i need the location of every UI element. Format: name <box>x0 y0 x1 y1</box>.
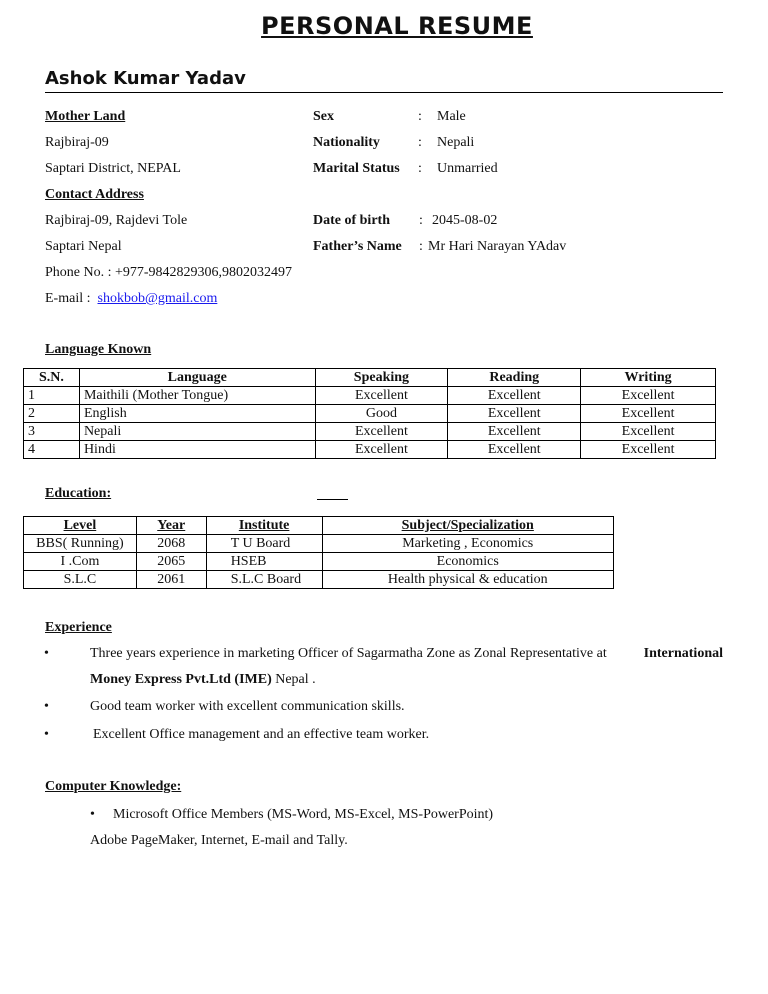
sex-label: Sex <box>313 109 334 124</box>
cell-reading: Excellent <box>448 423 581 441</box>
cell-speaking: Good <box>315 405 448 423</box>
cell-subject: Health physical & education <box>322 571 614 589</box>
cell-speaking: Excellent <box>315 423 448 441</box>
cell-reading: Excellent <box>448 387 581 405</box>
language-table <box>23 368 716 459</box>
marital-status-label: Marital Status <box>313 161 400 176</box>
cell-writing: Excellent <box>581 387 716 405</box>
cell-sn: 3 <box>24 423 80 441</box>
experience-item-1-company-part1: International <box>643 646 723 661</box>
nationality-colon: : <box>418 135 422 150</box>
cell-year: 2068 <box>136 535 206 553</box>
col-header-year: Year <box>136 517 206 535</box>
dob-value: 2045-08-02 <box>432 213 498 228</box>
page-title: PERSONAL RESUME <box>261 12 533 40</box>
experience-item-1-company-part2: Money Express Pvt.Ltd (IME) <box>90 672 272 687</box>
experience-item-3: Excellent Office management and an effective team worker. <box>93 727 430 742</box>
contact-line2: Saptari Nepal <box>45 239 122 254</box>
col-header-institute: Institute <box>206 517 322 535</box>
table-row <box>24 535 614 553</box>
table-row <box>24 423 716 441</box>
nationality-value: Nepali <box>437 135 475 150</box>
mother-land-line1: Rajbiraj-09 <box>45 135 109 150</box>
email-row <box>45 291 217 307</box>
table-row <box>24 553 614 571</box>
experience-heading: Experience <box>45 620 112 635</box>
computer-item-1: Microsoft Office Members (MS-Word, MS-Excel, MS-PowerPoint) <box>113 807 494 822</box>
father-name-value: Mr Hari Narayan YAdav <box>428 239 567 254</box>
sex-colon: : <box>418 109 422 124</box>
education-table <box>23 516 614 589</box>
marital-status-value: Unmarried <box>437 161 498 176</box>
col-header-level: Level <box>24 517 137 535</box>
cell-sn: 4 <box>24 441 80 459</box>
bullet-icon: • <box>44 699 49 714</box>
language-heading: Language Known <box>45 342 152 357</box>
cell-reading: Excellent <box>448 405 581 423</box>
experience-item-1-tail: Nepal . <box>275 672 316 687</box>
cell-institute: T U Board <box>206 535 322 553</box>
cell-language: Nepali <box>79 423 315 441</box>
table-row <box>24 441 716 459</box>
mother-land-heading: Mother Land <box>45 109 126 124</box>
cell-speaking: Excellent <box>315 387 448 405</box>
contact-address-heading: Contact Address <box>45 187 144 202</box>
bullet-icon: • <box>44 646 49 661</box>
col-header-reading: Reading <box>448 369 581 387</box>
dob-label: Date of birth <box>313 213 390 228</box>
cell-reading: Excellent <box>448 441 581 459</box>
contact-line1: Rajbiraj-09, Rajdevi Tole <box>45 213 188 228</box>
cell-writing: Excellent <box>581 441 716 459</box>
father-colon: : <box>419 239 423 254</box>
col-header-writing: Writing <box>581 369 716 387</box>
cell-institute: S.L.C Board <box>206 571 322 589</box>
mother-land-line2: Saptari District, NEPAL <box>45 161 181 176</box>
bullet-icon: • <box>90 807 95 822</box>
cell-institute: HSEB <box>206 553 322 571</box>
email-label: E-mail : <box>45 291 91 306</box>
phone-number: Phone No. : +977-9842829306,9802032497 <box>45 265 293 280</box>
cell-writing: Excellent <box>581 405 716 423</box>
table-row <box>24 387 716 405</box>
table-row <box>24 405 716 423</box>
experience-item-1-line1 <box>90 646 723 662</box>
cell-sn: 2 <box>24 405 80 423</box>
name-divider <box>45 92 723 93</box>
col-header-language: Language <box>79 369 315 387</box>
experience-item-1-text: Three years experience in marketing Officer of Sagarmatha Zone as Zonal Representative at <box>90 646 607 661</box>
col-header-subject: Subject/Specialization <box>322 517 614 535</box>
computer-item-2: Adobe PageMaker, Internet, E-mail and Tally. <box>90 833 348 848</box>
education-underline-mark <box>317 499 348 500</box>
marital-colon: : <box>418 161 422 176</box>
cell-sn: 1 <box>24 387 80 405</box>
cell-year: 2065 <box>136 553 206 571</box>
cell-level: S.L.C <box>24 571 137 589</box>
bullet-icon: • <box>44 727 49 742</box>
computer-knowledge-heading: Computer Knowledge: <box>45 779 182 794</box>
father-name-label: Father’s Name <box>313 239 402 254</box>
table-row <box>24 571 614 589</box>
candidate-name: Ashok Kumar Yadav <box>45 68 246 89</box>
cell-level: I .Com <box>24 553 137 571</box>
cell-level: BBS( Running) <box>24 535 137 553</box>
table-header-row <box>24 369 716 387</box>
cell-language: Maithili (Mother Tongue) <box>79 387 315 405</box>
sex-value: Male <box>437 109 466 124</box>
education-heading: Education: <box>45 486 112 501</box>
cell-language: Hindi <box>79 441 315 459</box>
experience-item-2: Good team worker with excellent communication skills. <box>90 699 405 714</box>
email-link[interactable]: shokbob@gmail.com <box>97 291 218 306</box>
table-header-row <box>24 517 614 535</box>
experience-item-1-line2 <box>90 672 316 688</box>
cell-speaking: Excellent <box>315 441 448 459</box>
cell-writing: Excellent <box>581 423 716 441</box>
col-header-speaking: Speaking <box>315 369 448 387</box>
cell-language: English <box>79 405 315 423</box>
cell-subject: Economics <box>322 553 614 571</box>
cell-subject: Marketing , Economics <box>322 535 614 553</box>
col-header-sn: S.N. <box>24 369 80 387</box>
nationality-label: Nationality <box>313 135 380 150</box>
cell-year: 2061 <box>136 571 206 589</box>
dob-colon: : <box>419 213 423 228</box>
